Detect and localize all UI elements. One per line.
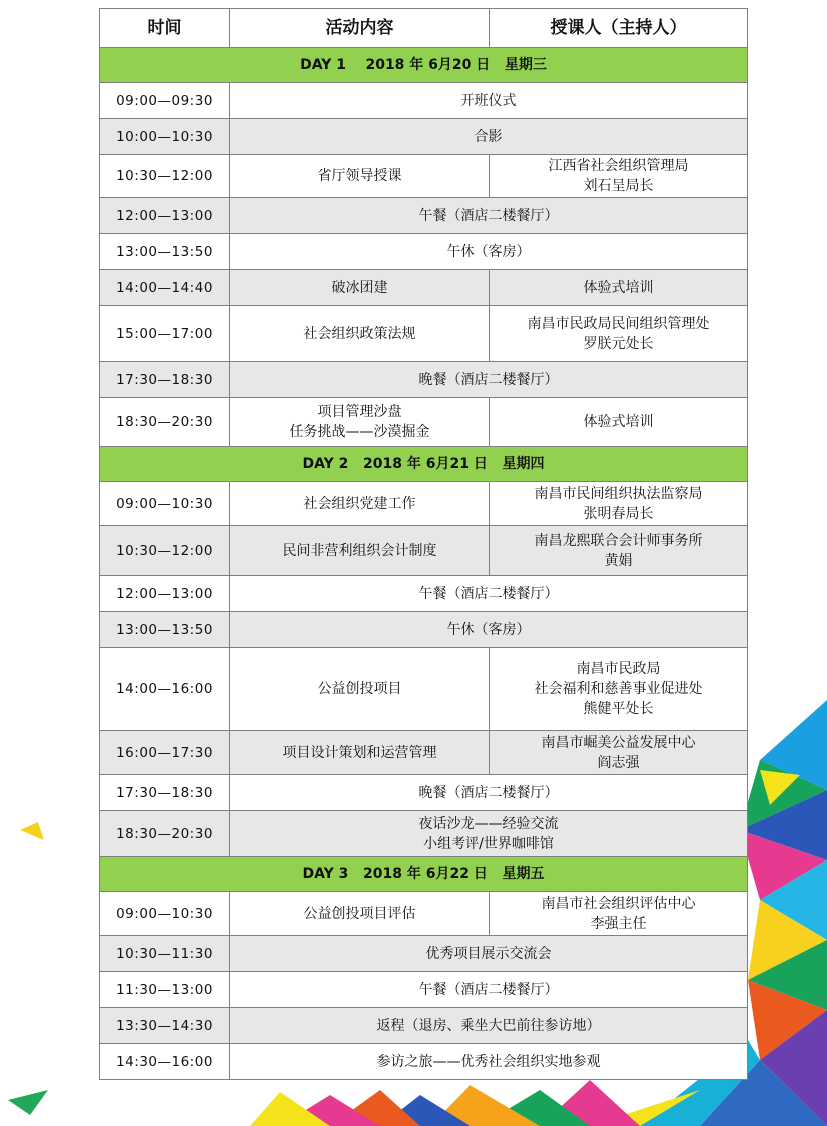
time-cell: 13:00—13:50 [100,612,230,648]
activity-cell: 社会组织政策法规 [230,306,490,362]
activity-cell: 合影 [230,119,748,155]
time-cell: 13:00—13:50 [100,234,230,270]
activity-cell: 民间非营利组织会计制度 [230,526,490,576]
time-cell: 10:00—10:30 [100,119,230,155]
schedule-row [100,972,748,1008]
time-cell: 13:30—14:30 [100,1008,230,1044]
activity-cell: 午餐（酒店二楼餐厅） [230,198,748,234]
time-cell: 16:00—17:30 [100,731,230,775]
day-label: DAY 1 2018 年 6月20 日 星期三 [100,48,748,83]
time-cell: 14:30—16:00 [100,1044,230,1080]
schedule-row [100,936,748,972]
activity-cell: 晚餐（酒店二楼餐厅） [230,775,748,811]
time-cell: 11:30—13:00 [100,972,230,1008]
schedule-row [100,526,748,576]
activity-cell: 晚餐（酒店二楼餐厅） [230,362,748,398]
day-label: DAY 2 2018 年 6月21 日 星期四 [100,447,748,482]
day-header-row [100,447,748,482]
schedule-row [100,155,748,198]
time-cell: 14:00—14:40 [100,270,230,306]
host-cell: 南昌市民政局民间组织管理处 罗朕元处长 [490,306,748,362]
schedule-row [100,198,748,234]
schedule-row [100,648,748,731]
schedule-row [100,306,748,362]
day-header-row [100,857,748,892]
time-cell: 17:30—18:30 [100,362,230,398]
schedule-row [100,811,748,857]
host-cell: 南昌市民间组织执法监察局 张明春局长 [490,482,748,526]
activity-cell: 公益创投项目评估 [230,892,490,936]
activity-cell: 项目设计策划和运营管理 [230,731,490,775]
activity-cell: 省厅领导授课 [230,155,490,198]
header-activity: 活动内容 [230,9,490,48]
schedule-row [100,775,748,811]
schedule-row [100,398,748,447]
host-cell: 江西省社会组织管理局 刘石呈局长 [490,155,748,198]
time-cell: 10:30—11:30 [100,936,230,972]
schedule-row [100,731,748,775]
host-cell: 南昌市民政局 社会福利和慈善事业促进处 熊健平处长 [490,648,748,731]
time-cell: 17:30—18:30 [100,775,230,811]
schedule-row [100,892,748,936]
activity-cell: 项目管理沙盘 任务挑战——沙漠掘金 [230,398,490,447]
time-cell: 18:30—20:30 [100,811,230,857]
schedule-row [100,119,748,155]
time-cell: 09:00—10:30 [100,482,230,526]
time-cell: 15:00—17:00 [100,306,230,362]
activity-cell: 社会组织党建工作 [230,482,490,526]
activity-cell: 夜话沙龙——经验交流 小组考评/世界咖啡馆 [230,811,748,857]
schedule-row [100,234,748,270]
day-label: DAY 3 2018 年 6月22 日 星期五 [100,857,748,892]
schedule-row [100,83,748,119]
schedule-table [99,8,748,1080]
schedule-row [100,270,748,306]
time-cell: 09:00—10:30 [100,892,230,936]
day-header-row [100,48,748,83]
time-cell: 10:30—12:00 [100,526,230,576]
header-row [100,9,748,48]
time-cell: 10:30—12:00 [100,155,230,198]
host-cell: 南昌市崛美公益发展中心 阎志强 [490,731,748,775]
schedule-row [100,576,748,612]
time-cell: 12:00—13:00 [100,198,230,234]
schedule-row [100,362,748,398]
header-time: 时间 [100,9,230,48]
host-cell: 南昌市社会组织评估中心 李强主任 [490,892,748,936]
host-cell: 体验式培训 [490,270,748,306]
activity-cell: 返程（退房、乘坐大巴前往参访地） [230,1008,748,1044]
time-cell: 14:00—16:00 [100,648,230,731]
time-cell: 18:30—20:30 [100,398,230,447]
header-host: 授课人（主持人） [490,9,748,48]
activity-cell: 破冰团建 [230,270,490,306]
schedule-row [100,1008,748,1044]
host-cell: 南昌龙熙联合会计师事务所 黄娟 [490,526,748,576]
activity-cell: 午餐（酒店二楼餐厅） [230,972,748,1008]
time-cell: 12:00—13:00 [100,576,230,612]
host-cell: 体验式培训 [490,398,748,447]
activity-cell: 开班仪式 [230,83,748,119]
activity-cell: 午休（客房） [230,612,748,648]
activity-cell: 午休（客房） [230,234,748,270]
activity-cell: 公益创投项目 [230,648,490,731]
activity-cell: 优秀项目展示交流会 [230,936,748,972]
schedule-row [100,612,748,648]
schedule-row [100,1044,748,1080]
activity-cell: 午餐（酒店二楼餐厅） [230,576,748,612]
schedule-row [100,482,748,526]
time-cell: 09:00—09:30 [100,83,230,119]
activity-cell: 参访之旅——优秀社会组织实地参观 [230,1044,748,1080]
